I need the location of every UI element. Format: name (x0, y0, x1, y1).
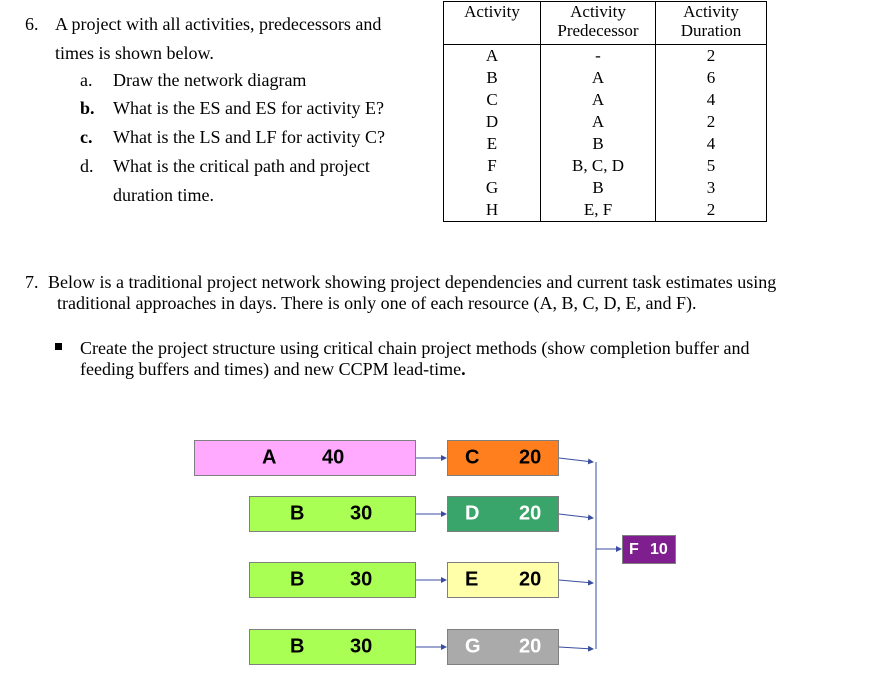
task-b2-letter: B (290, 568, 305, 591)
task-b3-letter: B (290, 635, 305, 658)
task-c-value: 20 (519, 446, 542, 469)
arrow-d-merge (559, 514, 593, 518)
header-activity: Activity (444, 2, 541, 45)
q6-item-b-marker: b. (80, 98, 95, 118)
cell-predecessor: A (541, 89, 656, 111)
q7-bullet-line1: Create the project structure using critical chain project methods (show completion buffer and (80, 338, 750, 358)
task-b1 (249, 496, 416, 532)
task-c-letter: C (465, 446, 480, 469)
cell-duration: 2 (656, 45, 767, 68)
arrow-c-merge (559, 458, 593, 462)
cell-activity: C (444, 89, 541, 111)
task-g (447, 629, 559, 665)
q6-line2: times is shown below. (55, 43, 214, 63)
task-b3-value: 30 (350, 635, 373, 658)
task-b1-letter: B (290, 502, 305, 525)
arrow-e-merge (559, 580, 593, 583)
task-b2 (249, 562, 416, 598)
cell-duration: 2 (656, 199, 767, 222)
header-predecessor: Activity Predecessor (541, 2, 656, 45)
cell-activity: G (444, 177, 541, 199)
task-f-value: 10 (650, 540, 668, 558)
cell-predecessor: B (541, 133, 656, 155)
task-e-value: 20 (519, 568, 542, 591)
task-b2-value: 30 (350, 568, 373, 591)
cell-activity: H (444, 199, 541, 222)
q7-line1: Below is a traditional project network showing project dependencies and current task estimates using (48, 272, 777, 292)
q6-item-c-text: What is the LS and LF for activity C? (113, 127, 385, 147)
q6-item-b-text: What is the ES and ES for activity E? (113, 98, 384, 118)
task-d-value: 20 (519, 502, 542, 525)
cell-duration: 4 (656, 133, 767, 155)
cell-activity: B (444, 67, 541, 89)
q6-item-d-text: What is the critical path and project (113, 156, 370, 176)
cell-activity: A (444, 45, 541, 68)
cell-activity: D (444, 111, 541, 133)
cell-predecessor: A (541, 67, 656, 89)
q7-bullet-line2: feeding buffers and times) and new CCPM lead-time. (80, 359, 466, 379)
q6-line1: A project with all activities, predecessors and (55, 14, 382, 34)
header-duration: Activity Duration (656, 2, 767, 45)
cell-duration: 2 (656, 111, 767, 133)
task-b1-value: 30 (350, 502, 373, 525)
task-a-letter: A (262, 446, 277, 469)
cell-predecessor: - (541, 45, 656, 68)
task-d (447, 496, 559, 532)
cell-duration: 6 (656, 67, 767, 89)
cell-predecessor: A (541, 111, 656, 133)
cell-duration: 3 (656, 177, 767, 199)
cell-activity: E (444, 133, 541, 155)
q6-item-a-marker: a. (80, 70, 93, 90)
cell-predecessor: E, F (541, 199, 656, 222)
task-b3 (249, 629, 416, 665)
task-e (447, 562, 559, 598)
task-f-letter: F (629, 540, 639, 558)
cell-predecessor: B (541, 177, 656, 199)
q6-number: 6. (25, 14, 39, 34)
cell-predecessor: B, C, D (541, 155, 656, 177)
task-d-letter: D (465, 502, 480, 525)
q6-item-a-text: Draw the network diagram (113, 70, 307, 90)
task-e-letter: E (465, 568, 479, 591)
task-g-value: 20 (519, 635, 542, 658)
q7-line2: traditional approaches in days. There is only one of each resource (A, B, C, D, E, and F). (57, 293, 697, 313)
q6-item-d-marker: d. (80, 156, 94, 176)
task-a (194, 440, 416, 476)
task-g-letter: G (465, 635, 481, 658)
q7-number: 7. (25, 272, 39, 292)
task-a-value: 40 (322, 446, 345, 469)
cell-duration: 5 (656, 155, 767, 177)
q6-item-c-marker: c. (80, 127, 93, 147)
cell-activity: F (444, 155, 541, 177)
arrow-g-merge (559, 647, 593, 649)
cell-duration: 4 (656, 89, 767, 111)
task-f (622, 535, 676, 564)
q6-item-d-cont: duration time. (113, 185, 214, 205)
task-c (447, 440, 559, 476)
